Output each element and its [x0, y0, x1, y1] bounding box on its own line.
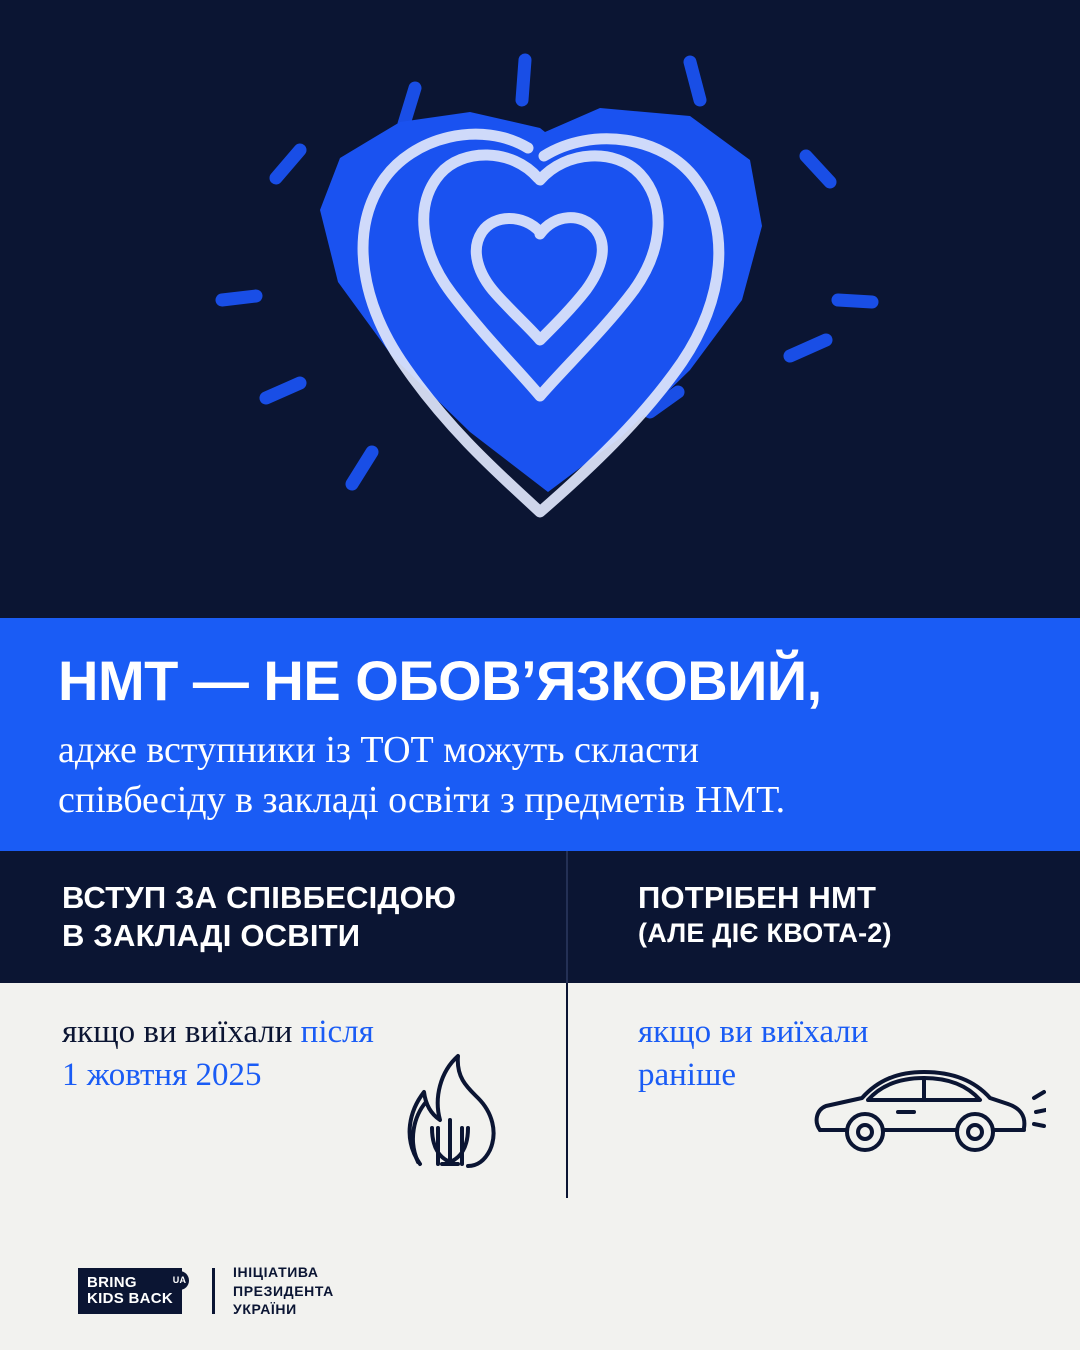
- footer-caption: [233, 1263, 334, 1320]
- column-header-nmt-line2: (АЛЕ ДІЄ КВОТА-2): [638, 917, 892, 948]
- column-body-interview: [0, 983, 568, 1198]
- subtitle-line-1: адже вступники із ТОТ можуть скласти: [58, 729, 700, 772]
- interview-condition-plain: якщо ви виїхали: [62, 1014, 301, 1050]
- column-header-nmt-line1: ПОТРІБЕН НМТ: [638, 880, 877, 915]
- footer-caption-line-2: ПРЕЗИДЕНТА: [233, 1282, 334, 1299]
- nmt-condition-line2: раніше: [638, 1056, 737, 1093]
- footer-caption-line-3: УКРАЇНИ: [233, 1301, 297, 1318]
- subtitle-line-2: співбесіду в закладі освіти з предметів НМТ.: [58, 779, 786, 822]
- interview-condition-date: 1 жовтня 2025: [62, 1056, 262, 1093]
- ua-badge-icon: UA: [170, 1271, 189, 1290]
- interview-condition-accent: після: [300, 1014, 374, 1050]
- logo-line-2: KIDS BACK: [87, 1290, 174, 1307]
- flame-trident-icon: [380, 1036, 520, 1188]
- columns-header-row: [0, 851, 1080, 983]
- page-subtitle: [58, 725, 1022, 825]
- footer: [0, 1198, 1080, 1350]
- column-header-interview: [0, 851, 568, 983]
- column-header-nmt: [568, 851, 1080, 983]
- footer-caption-line-1: ІНІЦІАТИВА: [233, 1263, 319, 1280]
- car-icon: [806, 1054, 1046, 1176]
- headline-band: [0, 618, 1080, 851]
- hand-drawn-blue-heart-with-rays-icon: [0, 0, 1080, 618]
- columns-body-row: [0, 983, 1080, 1198]
- bring-kids-back-logo: [78, 1268, 187, 1314]
- page-title: НМТ — НЕ ОБОВ’ЯЗКОВИЙ,: [58, 649, 822, 712]
- nmt-condition-accent: якщо ви виїхали: [638, 1014, 869, 1050]
- column-header-interview-line1: ВСТУП ЗА СПІВБЕСІДОЮ: [62, 880, 457, 915]
- column-header-interview-line2: В ЗАКЛАДІ ОСВІТИ: [62, 917, 361, 953]
- footer-divider: [212, 1268, 215, 1314]
- column-body-nmt: [568, 983, 1080, 1198]
- logo-line-1: BRING: [87, 1273, 137, 1291]
- hero-section: [0, 0, 1080, 618]
